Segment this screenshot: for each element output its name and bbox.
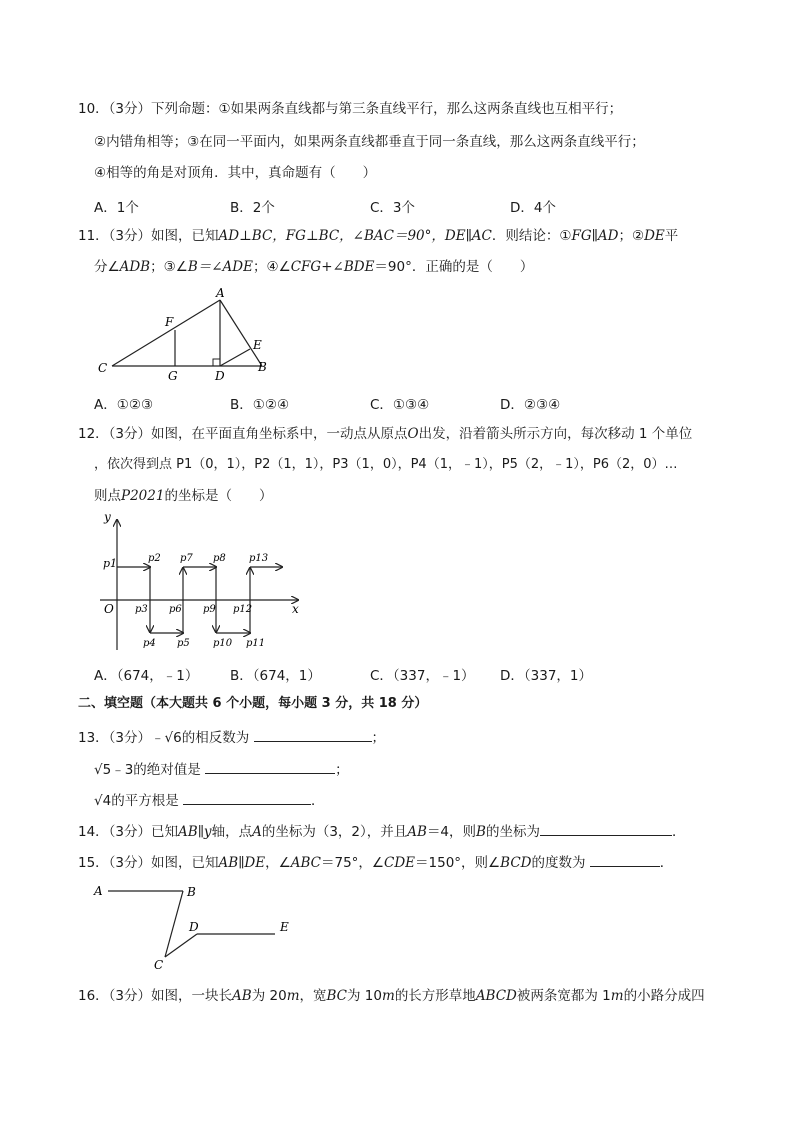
q11-text-2c: ；③∠ xyxy=(150,259,188,275)
q15-text-c: ，∠ xyxy=(265,855,291,871)
q16-text-i: 的长方形草地 xyxy=(394,988,476,1004)
q13-text-1d: ； xyxy=(371,730,386,746)
q16-text-g: 为 10 xyxy=(347,988,382,1004)
q13-sqrt4: √4 xyxy=(94,793,112,809)
q14-text-h: B xyxy=(476,824,486,840)
q13-sqrt5: √5 xyxy=(94,762,112,778)
q11-text-1f: DE xyxy=(644,228,665,244)
q11-text-1c: ．则结论：① xyxy=(491,228,572,244)
q16-text-b: AB xyxy=(232,988,252,1004)
q11-line-de xyxy=(220,349,250,366)
q15-answer-blank[interactable] xyxy=(590,852,660,867)
q12-label-p5: p5 xyxy=(177,638,190,649)
q13-text-2c: ； xyxy=(335,762,349,778)
q16-text-f: BC xyxy=(326,988,348,1004)
q12-line3 xyxy=(94,487,272,505)
q14-text-i: 的坐标为 xyxy=(485,824,540,840)
q14-text-e: 的坐标为（3，2），并且 xyxy=(261,824,408,840)
q11-line-ab xyxy=(220,300,262,366)
q15-line-bc xyxy=(165,891,183,957)
q12-label-o: O xyxy=(104,602,114,616)
q11-text-2d: B＝∠ADE xyxy=(187,259,253,275)
q13-line3 xyxy=(94,790,325,810)
q12-option-a: A．（674，﹣1） xyxy=(94,668,199,684)
q11-option-a: A．①②③ xyxy=(94,397,154,413)
q13-line1 xyxy=(78,727,385,747)
q13-text-3c: ． xyxy=(311,793,325,809)
q12-label-y: y xyxy=(104,510,111,524)
q16-text-j: ABCD xyxy=(475,988,517,1004)
q16-text-d: m xyxy=(286,988,300,1004)
q12-option-c: C．（337，﹣1） xyxy=(370,668,475,684)
q11-option-c: C．①③④ xyxy=(370,397,430,413)
q11-text-2e: ；④∠ xyxy=(253,259,291,275)
q13-text-1a: 13．（3分）﹣ xyxy=(78,730,165,746)
q15-label-c: C xyxy=(154,958,164,972)
q11-text-1e: ；② xyxy=(618,228,645,244)
q10-line2: ②内错角相等；③在同一平面内，如果两条直线都垂直于同一条直线，那么这两条直线平行； xyxy=(94,134,645,150)
q11-option-d: D．②③④ xyxy=(500,397,561,413)
q11-text-1b: AD⊥BC，FG⊥BC，∠BAC＝90°，DE∥AC xyxy=(218,228,492,244)
q14-text-f: AB xyxy=(407,824,427,840)
q12-label-p2: p2 xyxy=(148,553,161,564)
q12-line1 xyxy=(78,425,692,443)
q11-text-1g: 平 xyxy=(664,228,679,244)
q16-text-l: m xyxy=(610,988,624,1004)
q11-text-2g: ＝90°．正确的是（ ） xyxy=(374,259,534,275)
q14-text-b: AB∥y xyxy=(178,824,212,840)
q10-line3: ④相等的角是对顶角．其中，真命题有（ ） xyxy=(94,165,377,181)
q11-text-1a: 11．（3分）如图，已知 xyxy=(78,228,219,244)
q16-text-h: m xyxy=(382,988,395,1004)
q12-label-p6: p6 xyxy=(169,604,182,615)
q12-line2: ，依次得到点 P1（0，1），P2（1，1），P3（1，0），P4（1，﹣1），P5（2，﹣1），P6（2，0）… xyxy=(94,457,678,472)
q12-label-p1: p1 xyxy=(103,557,118,570)
q13-text-2b: ﹣3的绝对值是 xyxy=(111,762,201,778)
q15-text-d: ABC xyxy=(290,855,321,871)
q15-text-b: AB∥DE xyxy=(218,855,266,871)
q11-triangle-figure xyxy=(90,282,290,387)
q10-option-b: B．2个 xyxy=(230,200,275,216)
q12-label-p10: p10 xyxy=(213,638,233,649)
q15-text-a: 15．（3分）如图，已知 xyxy=(78,855,219,871)
q11-line2 xyxy=(94,258,533,276)
q11-label-b: B xyxy=(258,360,267,374)
q12-label-p11: p11 xyxy=(246,638,266,649)
q12-label-p4: p4 xyxy=(143,638,156,649)
q12-option-b: B．（674，1） xyxy=(230,668,321,684)
q11-text-2b: ADB xyxy=(119,259,151,275)
q13-sqrt6: √6 xyxy=(164,730,182,746)
q15-line xyxy=(78,852,673,872)
q11-label-f: F xyxy=(165,315,174,329)
q10-option-c: C．3个 xyxy=(370,200,416,216)
q12-label-p8: p8 xyxy=(213,553,226,564)
q15-label-a: A xyxy=(94,884,103,898)
q12-coordinate-figure xyxy=(95,510,310,655)
q14-answer-blank[interactable] xyxy=(540,821,672,836)
q11-option-b: B．①②④ xyxy=(230,397,290,413)
q12-label-p3: p3 xyxy=(135,604,148,615)
q11-text-2a: 分∠ xyxy=(94,259,120,275)
q16-text-e: ，宽 xyxy=(299,988,327,1004)
section-2-heading: 二、填空题（本大题共 6 个小题，每小题 3 分，共 18 分） xyxy=(78,696,428,711)
q13-text-3b: 的平方根是 xyxy=(111,793,179,809)
q12-label-p9: p9 xyxy=(203,604,216,615)
q12-option-d: D．（337，1） xyxy=(500,668,593,684)
q15-label-b: B xyxy=(187,885,196,899)
q15-label-d: D xyxy=(189,920,199,934)
q11-label-d: D xyxy=(215,369,225,383)
q13-text-1c: 的相反数为 xyxy=(181,730,250,746)
q12-text-1c: 出发，沿着箭头所示方向，每次移动 1 个单位 xyxy=(418,426,693,442)
q14-text-a: 14．（3分）已知 xyxy=(78,824,179,840)
q12-text-3c: 的坐标是（ ） xyxy=(164,488,273,504)
q14-text-d: A xyxy=(252,824,262,840)
q10-option-a: A．1个 xyxy=(94,200,139,216)
q14-text-c: 轴，点 xyxy=(211,824,253,840)
q10-line1: 10．（3分）下列命题：①如果两条直线都与第三条直线平行，那么这两条直线也互相平行； xyxy=(78,101,623,117)
q10-option-d: D．4个 xyxy=(510,200,556,216)
q11-line-ca xyxy=(112,300,220,366)
q11-text-2f: CFG+∠BDE xyxy=(290,259,375,275)
q13-answer-blank-2[interactable] xyxy=(205,759,335,774)
q13-answer-blank-1[interactable] xyxy=(254,727,372,742)
q16-line xyxy=(78,987,705,1005)
q16-text-m: 的小路分成四 xyxy=(623,988,705,1004)
q11-right-angle-mark xyxy=(213,359,220,366)
q12-text-1a: 12．（3分）如图，在平面直角坐标系中，一动点从原点 xyxy=(78,426,408,442)
q15-label-e: E xyxy=(280,920,289,934)
q16-text-k: 被两条宽都为 1 xyxy=(516,988,611,1004)
q12-text-1b: O xyxy=(407,426,419,442)
q15-text-h: BCD xyxy=(500,855,532,871)
q11-label-a: A xyxy=(216,286,225,300)
q11-label-e: E xyxy=(253,338,262,352)
q11-label-g: G xyxy=(168,369,178,383)
q14-text-j: ． xyxy=(671,824,686,840)
q13-line2 xyxy=(94,759,349,779)
q15-text-i: 的度数为 xyxy=(531,855,586,871)
q14-text-g: ＝4，则 xyxy=(426,824,477,840)
q12-text-3b: P2021 xyxy=(121,488,165,504)
q15-text-g: ＝150°，则∠ xyxy=(415,855,501,871)
q12-label-p7: p7 xyxy=(180,553,193,564)
q12-label-p13: p13 xyxy=(249,553,269,564)
q11-text-1d: FG∥AD xyxy=(571,228,619,244)
q15-text-f: CDE xyxy=(384,855,416,871)
q12-label-x: x xyxy=(292,602,299,616)
q15-text-e: ＝75°，∠ xyxy=(320,855,385,871)
q16-text-a: 16．（3分）如图，一块长 xyxy=(78,988,233,1004)
q15-text-j: ． xyxy=(659,855,674,871)
q14-line xyxy=(78,821,685,841)
q11-label-c: C xyxy=(98,361,108,375)
q12-label-p12: p12 xyxy=(233,604,253,615)
q11-line1 xyxy=(78,227,678,245)
q12-text-3a: 则点 xyxy=(94,488,121,504)
q16-text-c: 为 20 xyxy=(251,988,287,1004)
q15-figure xyxy=(88,878,298,973)
q13-answer-blank-3[interactable] xyxy=(183,790,311,805)
